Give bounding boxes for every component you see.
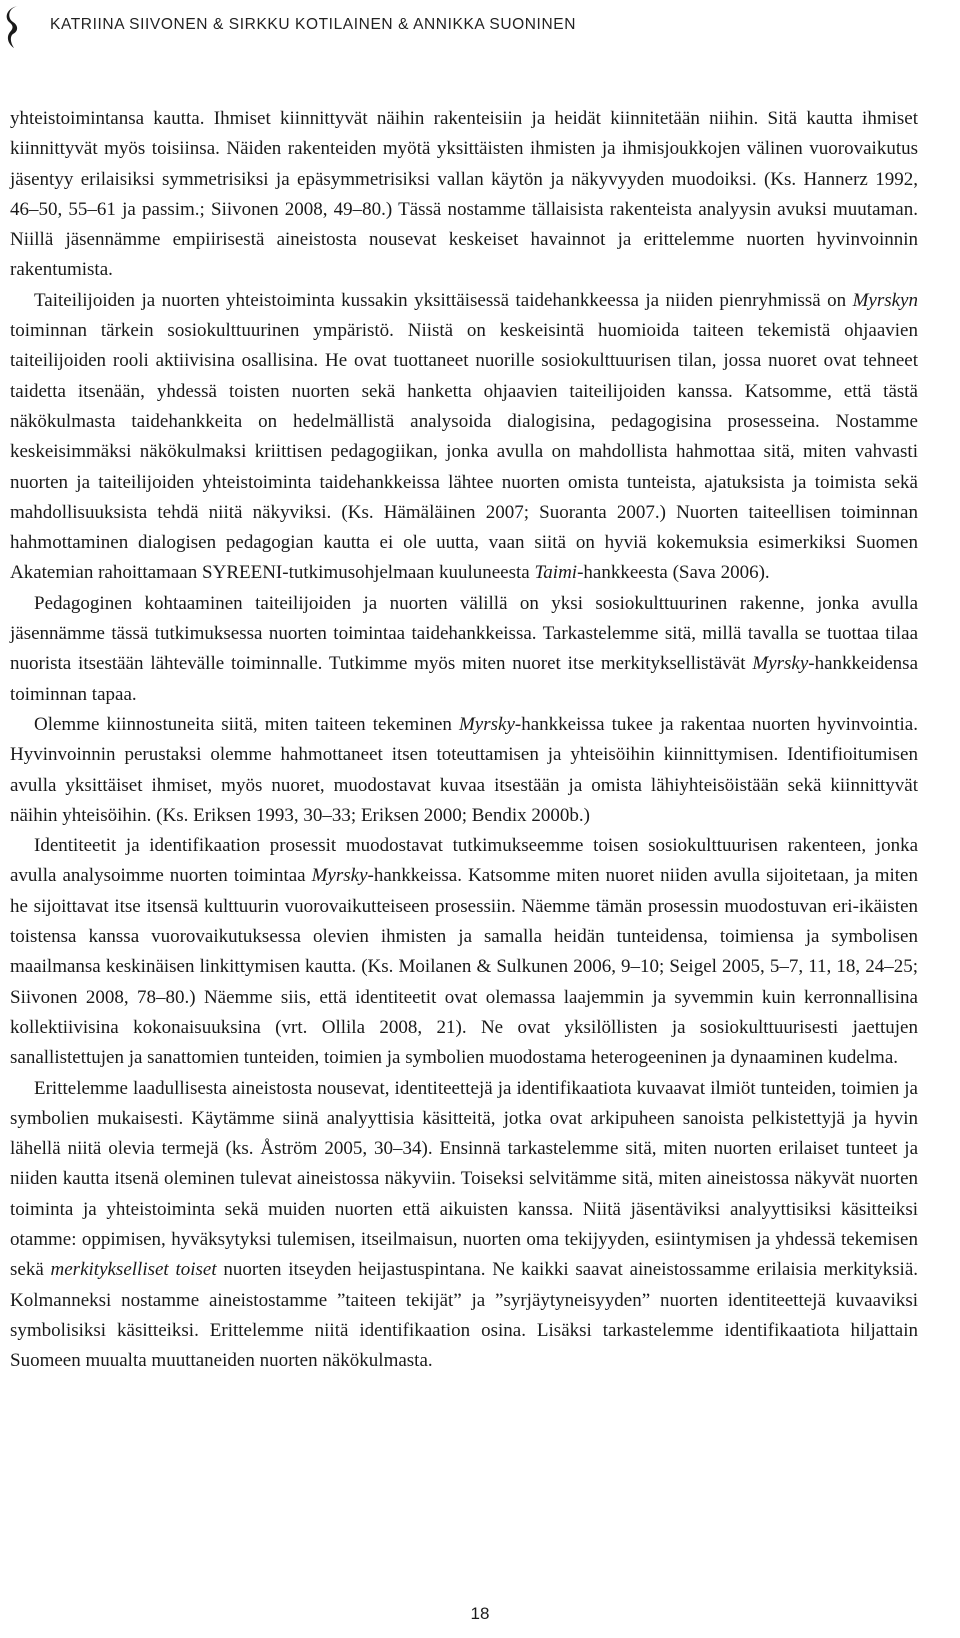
text-run: Olemme kiinnostuneita siitä, miten taiteen tekeminen: [34, 713, 459, 735]
publisher-logo-icon: [4, 4, 24, 52]
text-run: Identiteetit ja identifikaation prosessit muodostavat tutkimukseemme toisen sosiokulttuurisen rakenteen, jonka avulla analysoimme nuorten toimintaa: [10, 835, 918, 887]
text-run: -hankkeesta (Sava 2006).: [577, 562, 770, 584]
italic-text: Myrsky: [458, 713, 515, 735]
paragraph: [10, 831, 918, 1073]
text-run: Erittelemme laadullisesta aineistosta nousevat, identiteettejä ja identifikaatiota kuvaavat ilmiöt tunteiden, toimien ja symbolien mukaisesti. Käytämme siinä analyyttisia käsitteitä, jotka ovat arkipuheen sanoista pelkistettyjä ja hyvin lähellä niitä olevia termejä (ks. Åström 2005, 30–34). Ensinnä tarkastelemme sitä, miten nuorten erilaiset tunteet ja niiden kautta itsenä oleminen tulevat aineistossa näkyviin. Toiseksi selvitämme sitä, miten aineistossa näkyvät nuorten toiminta ja yhteistoiminta sekä muiden nuorten että aikuisten kanssa. Niitä jäsentäviksi analyyttisiksi käsitteiksi otamme: oppimisen, hyväksytyksi tulemisen, itseilmaisun, nuorten oma tekijyyden, esiintymisen ja yhdessä tekemisen sekä: [10, 1077, 918, 1281]
page-header: [0, 0, 960, 60]
text-run: Pedagoginen kohtaaminen taiteilijoiden ja nuorten välillä on yksi sosiokulttuurinen rakenne, jonka avulla jäsennämme tässä tutkimuksessa nuorten toimintaa taidehankkeissa. Tarkastelemme sitä, millä tavalla se tuottaa tilaa nuorista itsestään lähtevälle toiminnalle. Tutkimme myös miten nuoret itse merkityksellistävät: [10, 592, 918, 675]
paragraph: [10, 1074, 918, 1377]
italic-text: Myrskyn: [852, 289, 918, 311]
italic-text: Taimi: [534, 562, 578, 584]
text-run: -hankkeidensa toiminnan tapaa.: [10, 653, 918, 705]
paragraph: [10, 286, 918, 589]
paragraph: [10, 104, 918, 286]
paragraph: [10, 710, 918, 831]
page-number: 18: [470, 1604, 490, 1623]
text-run: nuorten itseyden heijastuspintana. Ne kaikki saavat aineistossamme erilaisia merkityksiä. Kolmanneksi nostamme aineistostamme ”taiteen tekijät” ja ”syrjäytyneisyyden” nuorten identiteettejä kuvaaviksi symbolisiksi käsitteiksi. Erittelemme niitä identifikaation osina. Lisäksi tarkastelemme identifikaatiota hiljattain Suomeen muualta muuttaneiden nuorten näkökulmasta.: [10, 1259, 919, 1372]
text-run: yhteistoimintansa kautta. Ihmiset kiinnittyvät näihin rakenteisiin ja heidät kiinnitetään niihin. Sitä kautta ihmiset kiinnittyvät myös toisiinsa. Näiden rakenteiden myötä yksittäisten ihmisten ja ihmisjoukkojen välinen vuorovaikutus jäsentyy erilaisiksi symmetrisiksi ja epäsymmetrisiksi vallan käytön ja näkyvyyden muodoiksi. (Ks. Hannerz 1992, 46–50, 55–61 ja passim.; Siivonen 2008, 49–80.) Tässä nostamme tällaisista rakenteista analyysin avuksi muutaman. Niillä jäsennämme empiirisestä aineistosta nousevat keskeiset havainnot ja erittelemme nuorten hyvinvoinnin rakentumista.: [10, 108, 918, 281]
running-head: KATRIINA SIIVONEN & SIRKKU KOTILAINEN & ANNIKKA SUONINEN: [50, 16, 576, 33]
text-run: Taiteilijoiden ja nuorten yhteistoiminta kussakin yksittäisessä taidehankkeessa ja niiden pienryhmissä on: [34, 289, 853, 311]
italic-text: Myrsky: [752, 653, 809, 675]
text-run: -hankkeissa tukee ja rakentaa nuorten hyvinvointia. Hyvinvoinnin perustaksi olemme hahmottaneet itsen toteuttamisen ja yhteisöihin kiinnittymisen. Identifioitumisen avulla yksittäiset ihmiset, myös nuoret, muodostavat kuvaa itsestään ja omista lähiyhteisöistään sekä kiinnittyvät näihin yhteisöihin. (Ks. Eriksen 1993, 30–33; Eriksen 2000; Bendix 2000b.): [10, 713, 918, 826]
italic-text: merkitykselliset toiset: [50, 1259, 217, 1281]
italic-text: Myrsky: [311, 865, 368, 887]
text-run: -hankkeissa. Katsomme miten nuoret niiden avulla sijoitetaan, ja miten he sijoittavat itse itsensä kulttuurin vuorovaikutteiseen prosessiin. Näemme tämän prosessin muodostuvan eri-ikäisten toistensa kanssa vuorovaikutuksessa olevien ihmisten ja samalla heidän tunteidensa, toimiensa ja symbolisen maailmansa keskinäisen linkittymisen kautta. (Ks. Moilanen & Sulkunen 2006, 9–10; Seigel 2005, 5–7, 11, 18, 24–25; Siivonen 2008, 78–80.) Näemme siis, että identiteetit ovat olemassa laajemmin ja syvemmin kuin kerronnallisina kollektiivisina kokonaisuuksina (vrt. Ollila 2008, 21). Ne ovat yksilöllisten ja sosiokulttuurisesti jaettujen sanallistettujen ja sanattomien tunteiden, toimien ja symbolien muodostama heterogeeninen ja dynaaminen kudelma.: [10, 865, 918, 1069]
article-body: [10, 104, 918, 1376]
paragraph: [10, 589, 918, 710]
text-run: toiminnan tärkein sosiokulttuurinen ympäristö. Niistä on keskeisintä huomioida taiteen tekemistä ohjaavien taiteilijoiden rooli aktiivisina osallisina. He ovat tuottaneet nuorille sosiokulttuurisen tilan, jossa nuoret ovat tehneet taidetta itsenään, yhdessä toisten nuorten sekä hanketta ohjaavien taiteilijoiden kanssa. Katsomme, että tästä näkökulmasta taidehankkeita on hedelmällistä analysoida dialogisina, pedagogisina prosesseina. Nostamme keskeisimmäksi näkökulmaksi kriittisen pedagogiikan, jonka avulla on mahdollista hahmottaa sitä, miten vahvasti nuorten ja taiteilijoiden yhteistoiminta taidehankkeissa lähtee nuorten omista tunteista, ajatuksista ja toimista sekä mahdollisuuksista tehdä niitä näkyviksi. (Ks. Hämäläinen 2007; Suoranta 2007.) Nuorten taiteellisen toiminnan hahmottaminen dialogisen pedagogian kautta ei ole uutta, vaan siitä on hyviä kokemuksia esimerkiksi Suomen Akatemian rahoittamaan SYREENI-tutkimusohjelmaan kuuluneesta: [10, 320, 918, 584]
